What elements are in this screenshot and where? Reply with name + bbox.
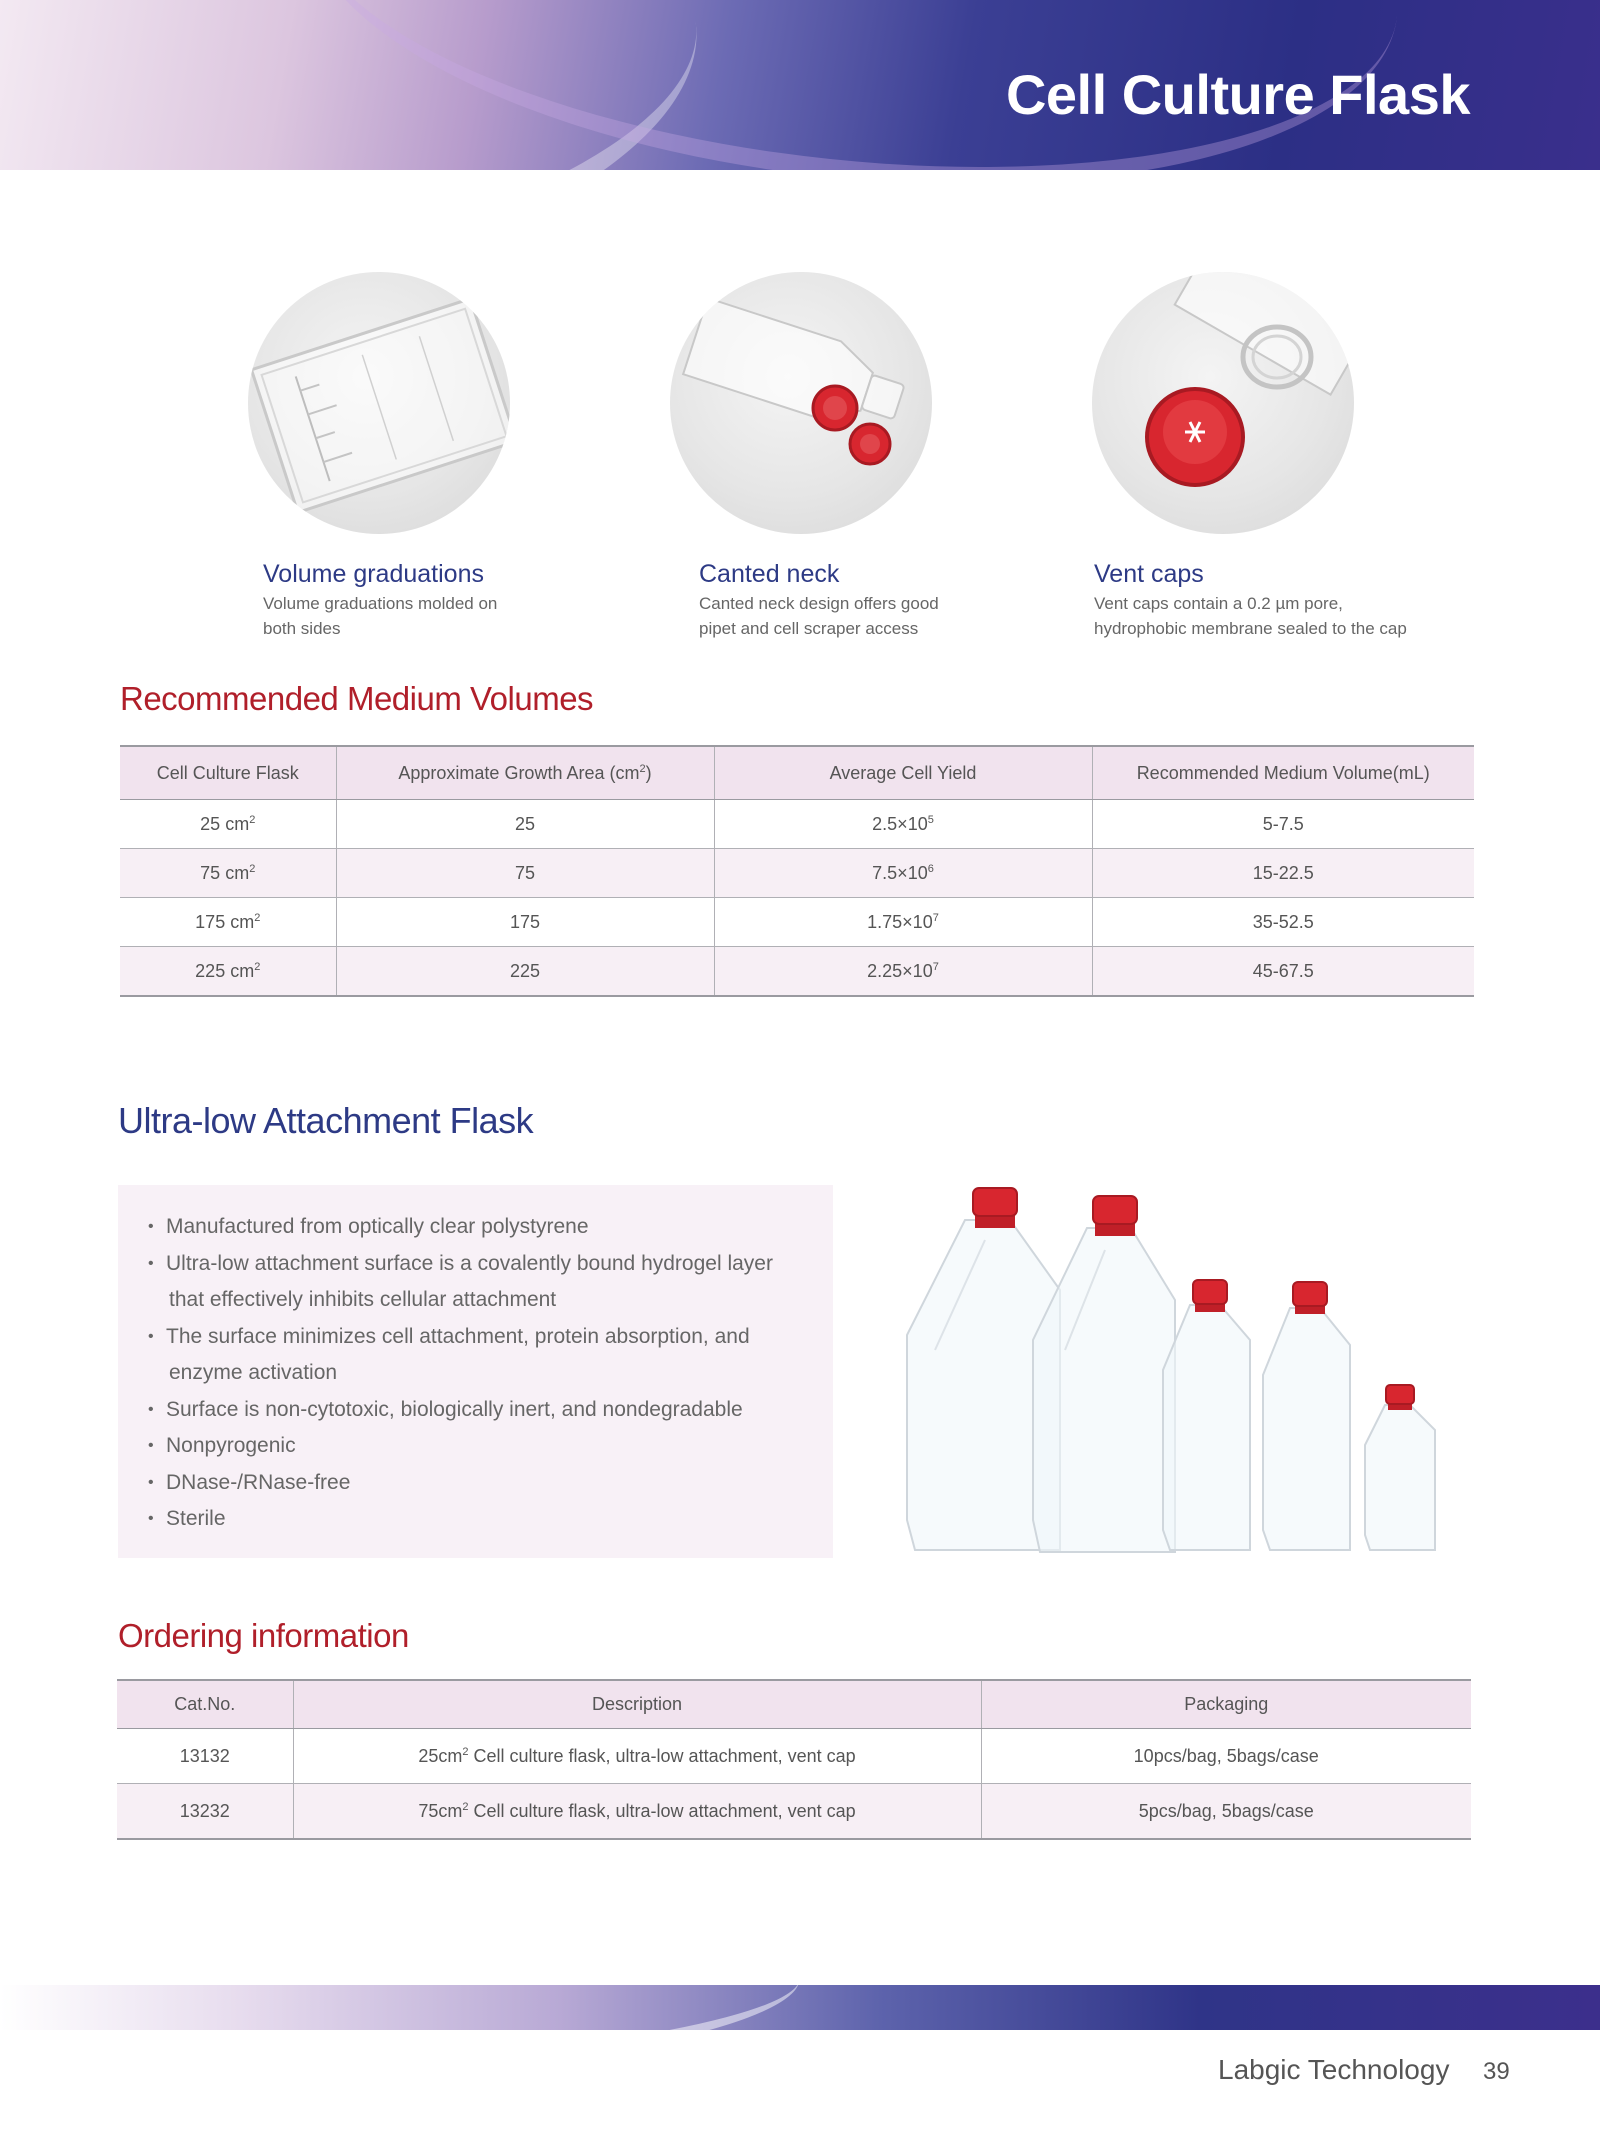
- flask-size-cell: 225 $cm^2$: [120, 947, 336, 997]
- feature-list: [118, 1185, 833, 1538]
- footer-wave: [0, 1985, 803, 2030]
- growth-area-cell: 25: [336, 800, 714, 849]
- medium-volume-cell: 35-52.5: [1092, 898, 1474, 947]
- column-header: Approximate Growth Area $(cm^2)$: [336, 746, 714, 800]
- feature-title: Canted neck: [699, 560, 840, 588]
- flasks-product-photo: [895, 1180, 1455, 1560]
- flask-large: [1033, 1228, 1175, 1552]
- flask-size-cell: 75 $cm^2$: [120, 849, 336, 898]
- feature-description: [699, 591, 1039, 641]
- list-item: • Surface is non-cytotoxic, biologically inert, and nondegradable: [148, 1392, 833, 1429]
- list-item: • DNase-/RNase-free: [148, 1465, 833, 1502]
- cell-yield-cell: $1.75\times 10^7$: [714, 898, 1092, 947]
- packaging-cell: 5pcs/bag, 5bags/case: [981, 1784, 1471, 1840]
- growth-area-cell: 75: [336, 849, 714, 898]
- table-row: [120, 800, 1474, 849]
- column-header: Cat.No.: [117, 1680, 293, 1729]
- list-item: • Manufactured from optically clear polystyrene: [148, 1209, 833, 1246]
- growth-area-cell: 175: [336, 898, 714, 947]
- feature-description-line: Vent caps contain a 0.2 µm pore,: [1094, 594, 1343, 613]
- page-number: 39: [1483, 2058, 1510, 2085]
- feature-list-box: [118, 1185, 833, 1558]
- flask-medium: [1163, 1305, 1250, 1550]
- footer-banner: [0, 1985, 1600, 2030]
- column-header: Recommended Medium Volume(mL): [1092, 746, 1474, 800]
- table-header-row: [117, 1680, 1471, 1729]
- flask-size-cell: 175 $cm^2$: [120, 898, 336, 947]
- feature-description: [263, 591, 603, 641]
- medium-volume-cell: 15-22.5: [1092, 849, 1474, 898]
- feature-description-line: Volume graduations molded on: [263, 594, 498, 613]
- canted-neck-photo: [670, 272, 932, 534]
- cell-yield-cell: $7.5\times 10^6$: [714, 849, 1092, 898]
- section-heading-ordering: Ordering information: [118, 1617, 409, 1654]
- cat-no-cell: 13232: [117, 1784, 293, 1840]
- cat-no-cell: 13132: [117, 1729, 293, 1784]
- feature-description: [1094, 591, 1474, 641]
- feature-description-line: pipet and cell scraper access: [699, 619, 919, 638]
- table-row: [117, 1729, 1471, 1784]
- column-header: Description: [293, 1680, 981, 1729]
- flask-size-cell: 25 $cm^2$: [120, 800, 336, 849]
- medium-volume-cell: 45-67.5: [1092, 947, 1474, 997]
- description-cell: $25cm^2$ Cell culture flask, ultra-low attachment, vent cap: [293, 1729, 981, 1784]
- list-item: • Ultra-low attachment surface is a covalently bound hydrogel layer that effectively inhibits cellular attachment: [148, 1246, 833, 1319]
- table-row: [120, 849, 1474, 898]
- column-header: Packaging: [981, 1680, 1471, 1729]
- table-row: [117, 1784, 1471, 1840]
- table-row: [120, 898, 1474, 947]
- medium-volume-cell: 5-7.5: [1092, 800, 1474, 849]
- feature-description-line: Canted neck design offers good: [699, 594, 939, 613]
- header-banner: [0, 0, 1600, 170]
- feature-description-line: hydrophobic membrane sealed to the cap: [1094, 619, 1407, 638]
- table-row: [120, 947, 1474, 997]
- cell-yield-cell: $2.25\times 10^7$: [714, 947, 1092, 997]
- cell-yield-cell: $2.5\times 10^5$: [714, 800, 1092, 849]
- table-header-row: [120, 746, 1474, 800]
- flask-medium: [1263, 1308, 1350, 1550]
- list-item: • The surface minimizes cell attachment, protein absorption, and enzyme activation: [148, 1319, 833, 1392]
- column-header: Cell Culture Flask: [120, 746, 336, 800]
- list-item: • Sterile: [148, 1501, 833, 1538]
- feature-description-line: both sides: [263, 619, 341, 638]
- medium-volume-table: [120, 745, 1474, 997]
- feature-title: Volume graduations: [263, 560, 484, 588]
- packaging-cell: 10pcs/bag, 5bags/case: [981, 1729, 1471, 1784]
- section-heading-medium: Recommended Medium Volumes: [120, 680, 594, 717]
- column-header: Average Cell Yield: [714, 746, 1092, 800]
- flask-graduations-photo: [248, 272, 510, 534]
- company-name: Labgic Technology: [1218, 2054, 1450, 2085]
- ordering-table: [117, 1679, 1471, 1840]
- feature-title: Vent caps: [1094, 560, 1204, 588]
- vent-cap-photo: [1092, 272, 1354, 534]
- section-heading-ultra-low: Ultra-low Attachment Flask: [118, 1100, 534, 1141]
- list-item: • Nonpyrogenic: [148, 1428, 833, 1465]
- growth-area-cell: 225: [336, 947, 714, 997]
- description-cell: $75cm^2$ Cell culture flask, ultra-low attachment, vent cap: [293, 1784, 981, 1840]
- flask-small: [1365, 1405, 1435, 1550]
- page-title: Cell Culture Flask: [1005, 63, 1470, 126]
